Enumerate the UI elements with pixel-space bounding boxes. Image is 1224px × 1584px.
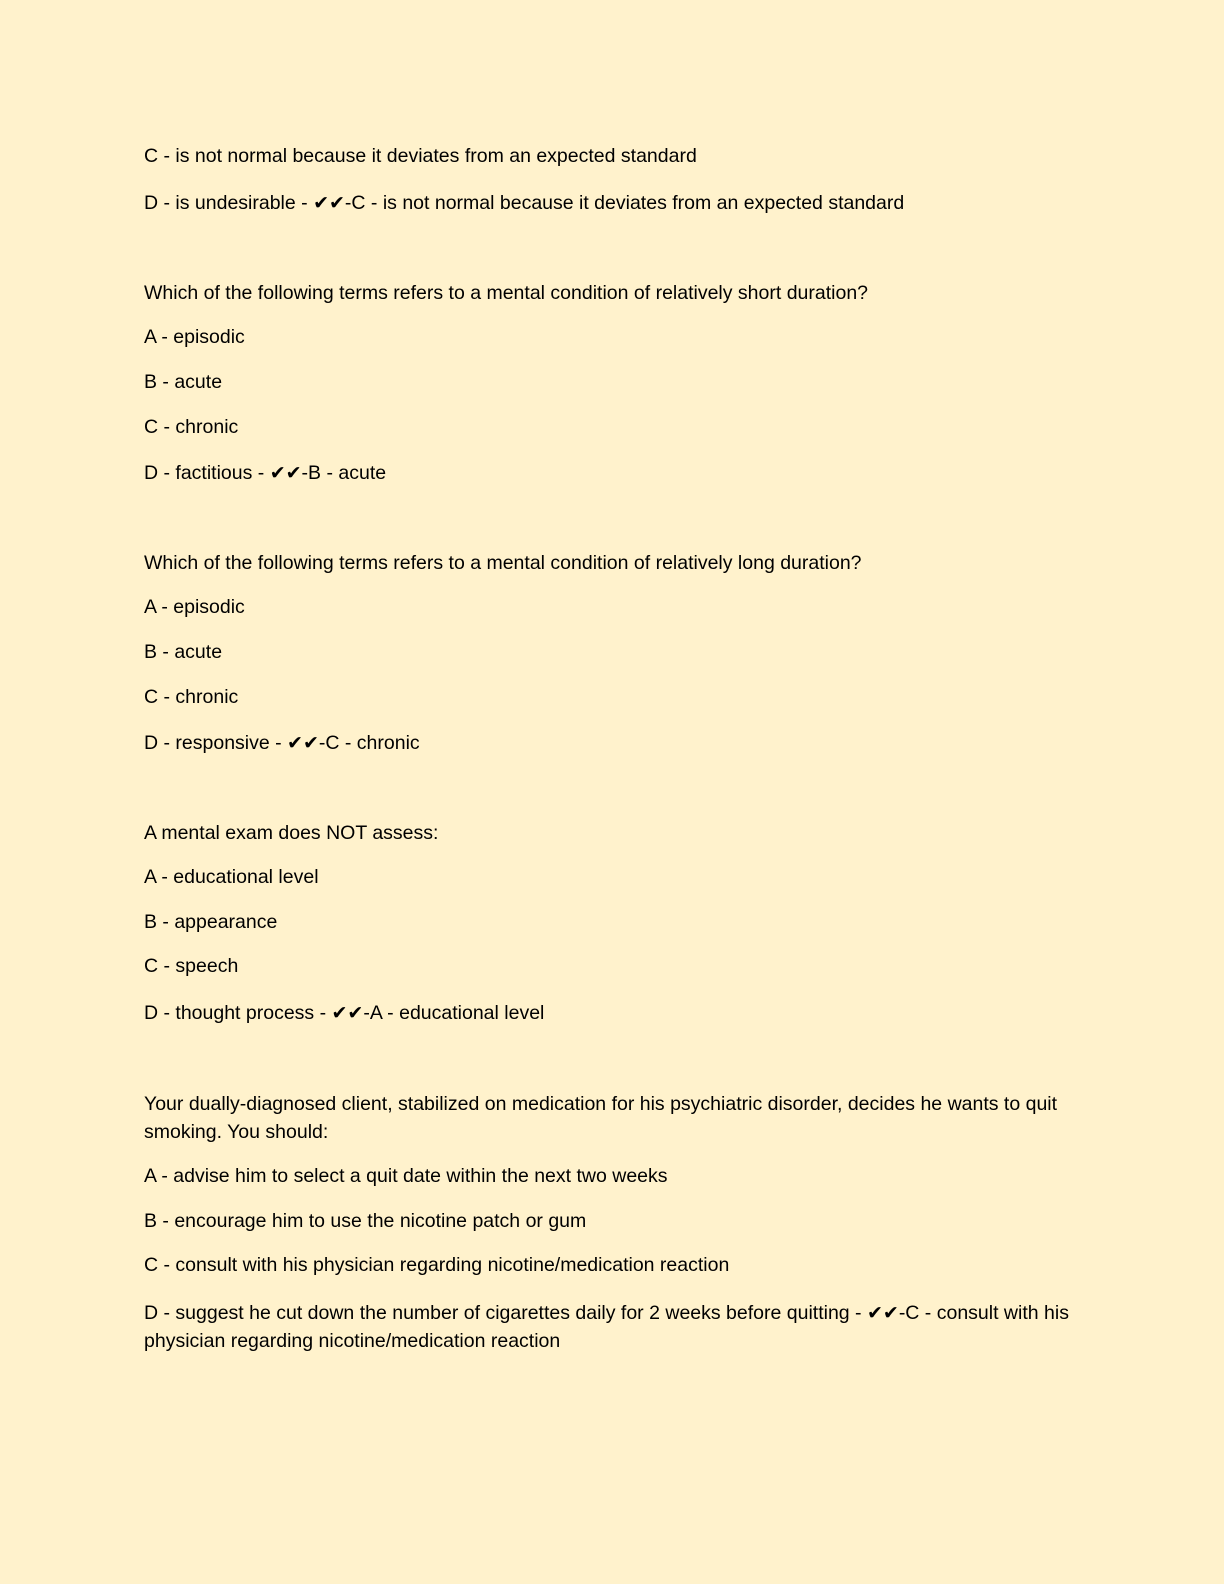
option-c: C - consult with his physician regarding nicotine/medication reaction: [144, 1254, 730, 1276]
option-d-text: D - suggest he cut down the number of cigarettes daily for 2 weeks before quitting -: [144, 1302, 867, 1324]
answer-text: -C - chronic: [318, 732, 420, 754]
option-d: [144, 189, 1084, 217]
option-b: B - acute: [144, 641, 223, 663]
option-d-text: D - thought process -: [144, 1002, 332, 1024]
option-c: C - is not normal because it deviates from an expected standard: [144, 145, 697, 167]
question-quit-smoking: Your dually-diagnosed client, stabilized on medication for his psychiatric disorder, decides he wants to quit smoking. You should:: [144, 1093, 1058, 1143]
option-d-text: D - is undesirable -: [144, 192, 314, 214]
option-d-text: D - factitious -: [144, 462, 270, 484]
answer-text: -C - consult with his physician regarding nicotine/medication reaction: [144, 1302, 1069, 1352]
option-a: A - episodic: [144, 596, 245, 618]
question-long-duration: Which of the following terms refers to a mental condition of relatively long duration?: [144, 552, 862, 574]
option-d: [144, 459, 1084, 487]
option-a: A - advise him to select a quit date within the next two weeks: [144, 1165, 668, 1187]
option-d: [144, 729, 1084, 757]
option-d: [144, 999, 1084, 1027]
question-mental-exam: A mental exam does NOT assess:: [144, 822, 439, 844]
option-c: C - chronic: [144, 686, 239, 708]
answer-text: -B - acute: [301, 462, 387, 484]
answer-text: -C - is not normal because it deviates from an expected standard: [344, 192, 905, 214]
option-b: B - acute: [144, 371, 223, 393]
answer-text: -A - educational level: [363, 1002, 545, 1024]
option-b: B - appearance: [144, 911, 278, 933]
checkmark-icon: ✔✔: [866, 1302, 899, 1324]
option-a: A - episodic: [144, 326, 245, 348]
option-d: [144, 1299, 1084, 1355]
checkmark-icon: ✔✔: [287, 732, 319, 754]
option-c: C - chronic: [144, 416, 239, 438]
option-c: C - speech: [144, 955, 239, 977]
option-b: B - encourage him to use the nicotine patch or gum: [144, 1210, 587, 1232]
option-d-text: D - responsive -: [144, 732, 288, 754]
question-short-duration: Which of the following terms refers to a mental condition of relatively short duration?: [144, 282, 869, 304]
checkmark-icon: ✔✔: [313, 192, 345, 214]
option-a: A - educational level: [144, 866, 319, 888]
checkmark-icon: ✔✔: [269, 462, 302, 484]
checkmark-icon: ✔✔: [331, 1002, 364, 1024]
